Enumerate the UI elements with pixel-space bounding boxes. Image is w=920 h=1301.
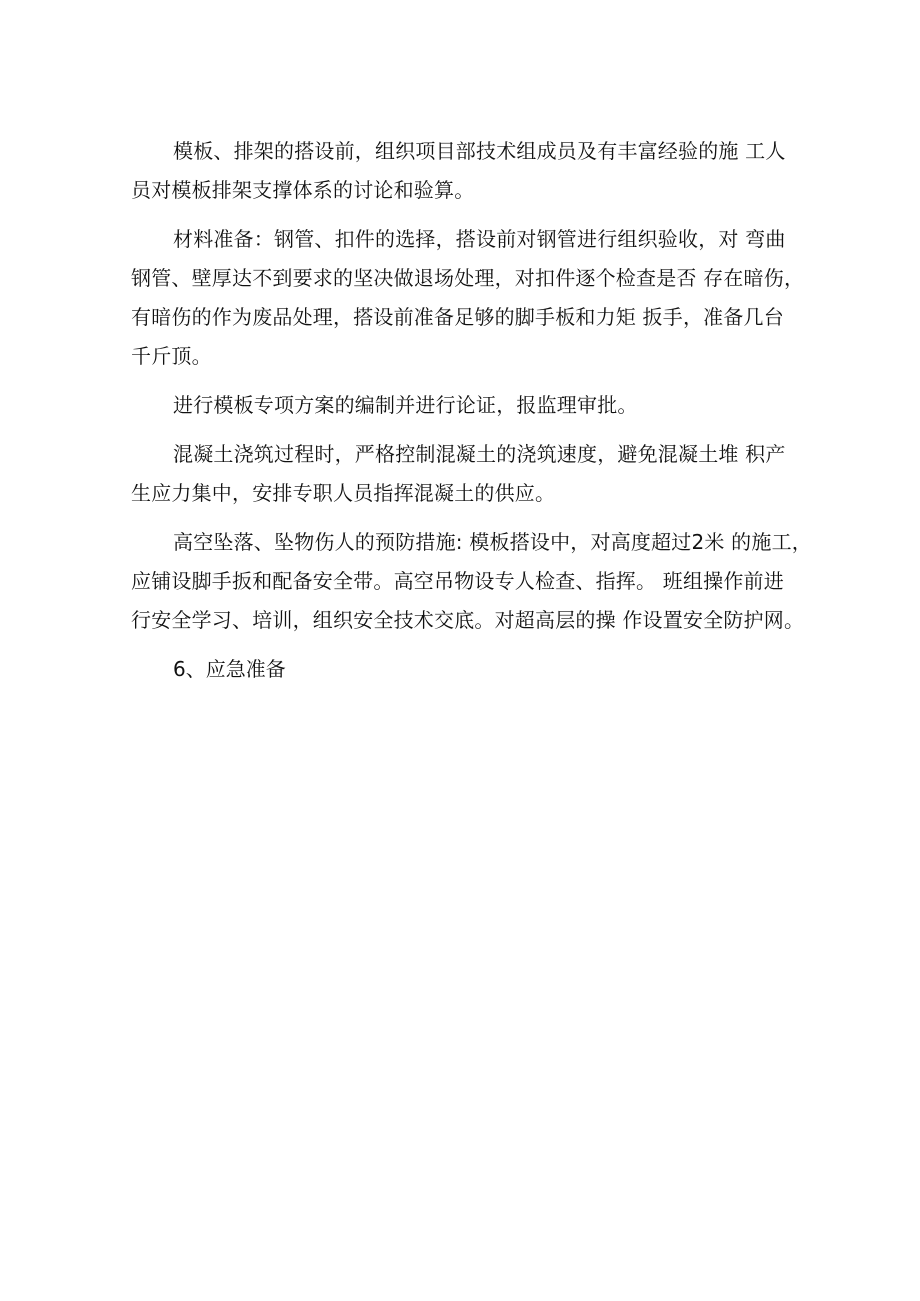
section-heading-emergency-preparation: 6、应急准备 [173,657,286,681]
text-line: 应铺设脚手扳和配备安全带。高空吊物设专人检查、指挥。 班组操作前进 [131,569,784,593]
text-line: 千斤顶。 [131,344,212,368]
text-line: 行安全学习、培训，组织安全技术交底。对超高层的操 作设置安全防护网。 [131,608,805,632]
text-line: 材料准备：钢管、扣件的选择，搭设前对钢管进行组织验收，对 弯曲 [173,227,786,251]
text-line: 进行模板专项方案的编制并进行论证，报监理审批。 [173,393,638,417]
text-line: 混凝土浇筑过程时，严格控制混凝土的浇筑速度，避免混凝土堆 积产 [173,442,786,466]
paragraph-special-plan [131,386,805,425]
paragraph-fall-prevention [131,523,812,640]
text-line: 模板、排架的搭设前，组织项目部技术组成员及有丰富经验的施 工人 [173,139,786,163]
document-body [131,132,812,689]
paragraph-formwork-preparation [131,132,805,210]
text-line: 钢管、壁厚达不到要求的坚决做退场处理，对扣件逐个检查是否 存在暗伤， [131,266,805,290]
text-line: 高空坠落、坠物伤人的预防措施: 模板搭设中，对高度超过2米 的施工， [173,530,812,554]
text-line: 生应力集中，安排专职人员指挥混凝土的供应。 [131,481,556,505]
paragraph-material-preparation [131,220,805,376]
paragraph-concrete-pouring [131,435,805,513]
text-line: 员对模板排架支撑体系的讨论和验算。 [131,178,475,202]
text-line: 有暗伤的作为废品处理，搭设前准备足够的脚手板和力矩 扳手，准备几台 [131,305,784,329]
